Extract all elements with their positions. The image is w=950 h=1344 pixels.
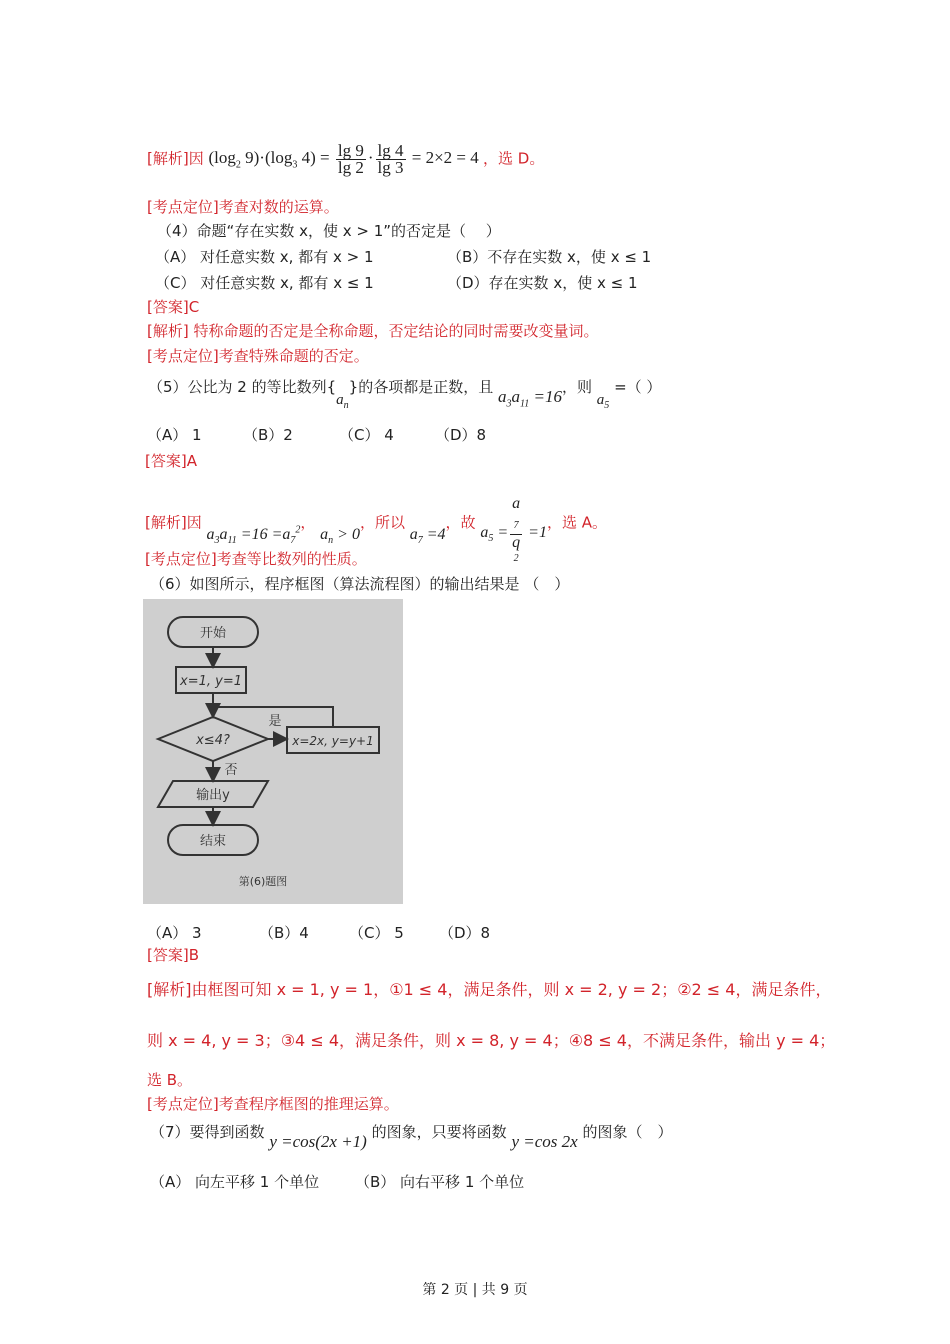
q5-analysis-eq1: $a_3a_{11} =16 =a_7^2$ (206, 525, 301, 547)
q5-condition: $a_3a_{11} =16$ (498, 387, 562, 410)
q5-option-c: （C） 4 (339, 426, 394, 444)
q6-analysis-line3: 选 B。 (147, 1071, 193, 1089)
q4-option-a: （A） 对任意实数 x, 都有 x > 1 (155, 248, 374, 266)
q6-option-a: （A） 3 (147, 924, 202, 942)
q6-options (147, 923, 490, 943)
q5-exam-point: [考点定位]考查等比数列的性质。 (145, 550, 367, 568)
q3-choose: ，选 D。 (483, 149, 545, 168)
q3-fraction-1: $\frac{\lg 9}{\lg 2}$ (337, 141, 364, 177)
flow-output-text: 输出y (196, 788, 230, 803)
flow-no-text: 否 (224, 763, 238, 778)
q7-func1: y =cos(2x +1) (269, 1132, 367, 1151)
q6-analysis-line2: 则 x = 4, y = 3；③4 ≤ 4，满足条件，则 x = 8, y = 4；④8 ≤ 4，不满足条件，输出 y = 4； (147, 1031, 836, 1050)
q5-question: （5）公比为 2 的等比数列$\{a_n\}$的各项都是正数，且 $a_3a_{11} =16$，则 $a_5$ =（ ） (148, 378, 662, 411)
q7-question: （7）要得到函数 y =cos(2x +1) 的图象，只要将函数 y =cos 2x 的图象（ ） (150, 1123, 673, 1151)
q3-fraction-2: $\frac{\lg 4}{\lg 3}$ (377, 141, 404, 177)
q5-option-b: （B）2 (243, 426, 293, 444)
flow-start-text: 开始 (199, 626, 227, 641)
q7-option-a: （A） 向左平移 1 个单位 (150, 1173, 320, 1191)
q5-answer: [答案]A (145, 452, 197, 470)
flow-init-text: x=1, y=1 (180, 674, 242, 689)
q4-question: （4）命题“存在实数 x，使 x > 1”的否定是（ ） (157, 222, 501, 240)
q5-analysis-eq3: $a_7 =4$ (409, 526, 446, 547)
q6-exam-point: [考点定位]考查程序框图的推理运算。 (147, 1095, 399, 1113)
q4-option-d: （D）存在实数 x，使 x ≤ 1 (447, 274, 638, 292)
flowchart-svg (143, 599, 403, 904)
q7-func2: y =cos 2x (511, 1132, 578, 1151)
q5-analysis: [解析]因 $a_3a_{11} =16 =a_7^2$， $a_n > 0$，所以 $a_7 =4$，故 $a_5$ = a $_7$ q $^2$ =1，选 A。 (145, 495, 607, 565)
q6-option-d: （D）8 (439, 924, 491, 942)
q3-formula: ($\log_2$ $9)\cdot(\log_3$ 4) = $\frac{\lg 9}{\lg 2}$ · $\frac{\lg 4}{\lg 3}$ = 2×2 = 4 (208, 141, 479, 177)
flow-update-text: x=2x, y=y+1 (292, 734, 374, 748)
page-footer: 第 2 页 | 共 9 页 (422, 1282, 528, 1298)
q6-option-c: （C） 5 (349, 924, 404, 942)
flowchart-figure (143, 599, 403, 904)
q4-answer: [答案]C (147, 298, 200, 316)
q6-answer: [答案]B (147, 946, 199, 964)
q3-analysis (147, 141, 545, 177)
q3-exam-point: [考点定位]考查对数的运算。 (147, 198, 339, 216)
flow-cond-text: x≤4? (196, 733, 230, 748)
flow-end-text: 结束 (199, 834, 227, 849)
q4-exam-point: [考点定位]考查特殊命题的否定。 (147, 347, 369, 365)
q7-options (150, 1172, 524, 1192)
q5-analysis-eq2: $a_n > 0$ (320, 526, 360, 547)
q6-option-b: （B）4 (259, 924, 309, 942)
q5-seq: $a_n$ (336, 392, 349, 411)
q5-options (147, 425, 486, 445)
q4-analysis: [解析] 特称命题的否定是全称命题，否定结论的同时需要改变量词。 (147, 322, 599, 340)
q4-option-c: （C） 对任意实数 x, 都有 x ≤ 1 (155, 274, 374, 292)
flow-yes-text: 是 (268, 714, 282, 729)
q5-analysis-eq4: $a_5$ = a $_7$ q $^2$ =1 (480, 495, 547, 565)
flow-caption: 第(6)题图 (238, 875, 288, 888)
q6-analysis-line1: [解析]由框图可知 x = 1, y = 1，①1 ≤ 4，满足条件，则 x = 2, y = 2；②2 ≤ 4，满足条件， (147, 980, 832, 999)
q3-analysis-label: [解析]因 (147, 149, 204, 168)
q5-option-d: （D）8 (435, 426, 487, 444)
q4-option-b: （B）不存在实数 x，使 x ≤ 1 (447, 248, 652, 266)
q6-question: （6）如图所示，程序框图（算法流程图）的输出结果是 （ ） (150, 575, 570, 593)
q5-target: $a_5$ (596, 392, 610, 411)
q5-option-a: （A） 1 (147, 426, 202, 444)
q7-option-b: （B） 向右平移 1 个单位 (355, 1173, 525, 1191)
